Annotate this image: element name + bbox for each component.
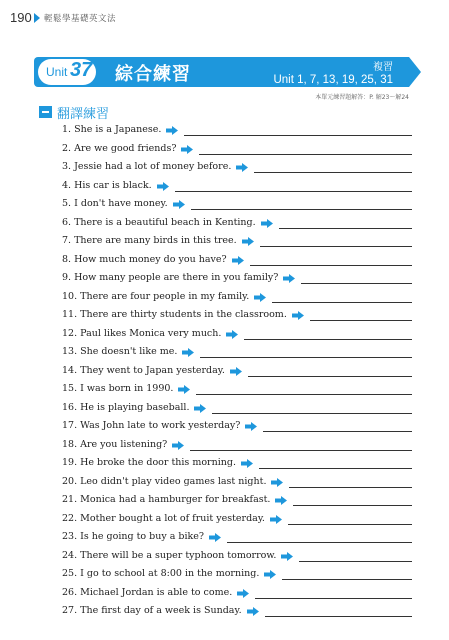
exercise-item <box>62 456 412 470</box>
page-number: 190 <box>10 10 32 25</box>
exercise-item <box>62 216 412 230</box>
right-arrow-icon <box>281 549 293 563</box>
exercise-item <box>62 604 412 618</box>
exercise-sentence: 5. I don't have money. <box>62 198 168 209</box>
exercise-item <box>62 475 412 489</box>
exercise-sentence: 25. I go to school at 8:00 in the morning. <box>62 568 260 579</box>
exercise-sentence: 23. Is he going to buy a bike? <box>62 531 205 542</box>
exercise-sentence: 15. I was born in 1990. <box>62 383 174 394</box>
answer-blank[interactable] <box>289 487 412 488</box>
exercise-item <box>62 179 412 193</box>
exercise-sentence: 8. How much money do you have? <box>62 253 227 265</box>
review-label: 複習 <box>373 62 393 73</box>
right-arrow-icon <box>209 530 221 544</box>
section-minus-icon <box>39 106 52 118</box>
right-arrow-icon <box>264 567 276 581</box>
right-arrow-icon <box>182 345 194 359</box>
right-arrow-icon <box>178 382 190 396</box>
answer-blank[interactable] <box>310 320 412 321</box>
right-arrow-icon <box>230 364 242 378</box>
unit-label: Unit <box>46 65 68 79</box>
exercise-sentence: 1. She is a Japanese. <box>62 124 162 135</box>
exercise-sentence: 17. Was John late to work yesterday? <box>62 420 241 431</box>
exercise-item <box>62 567 412 581</box>
right-arrow-icon <box>270 512 282 526</box>
exercise-sentence: 26. Michael Jordan is able to come. <box>62 586 233 598</box>
answer-blank[interactable] <box>299 561 412 562</box>
exercise-item <box>62 197 412 211</box>
exercise-item <box>62 530 412 544</box>
exercise-sentence: 3. Jessie had a lot of money before. <box>62 161 232 172</box>
exercise-item <box>62 364 412 378</box>
exercise-sentence: 2. Are we good friends? <box>62 142 177 154</box>
answer-blank[interactable] <box>196 394 412 395</box>
exercise-sentence: 20. Leo didn't play video games last night. <box>62 475 267 487</box>
answer-blank[interactable] <box>250 265 412 266</box>
exercise-sentence: 4. His car is black. <box>62 179 152 191</box>
exercise-sentence: 21. Monica had a hamburger for breakfast. <box>62 494 271 505</box>
exercise-item <box>62 290 412 304</box>
answer-blank[interactable] <box>227 542 412 543</box>
answer-blank[interactable] <box>293 505 412 506</box>
exercise-item <box>62 271 412 285</box>
answer-blank[interactable] <box>272 302 412 303</box>
right-arrow-icon <box>275 493 287 507</box>
exercise-item <box>62 345 412 359</box>
exercise-item <box>62 308 412 322</box>
exercise-item <box>62 253 412 267</box>
exercise-item <box>62 401 412 415</box>
answer-blank[interactable] <box>175 191 412 192</box>
exercise-sentence: 19. He broke the door this morning. <box>62 457 236 468</box>
answer-blank[interactable] <box>200 357 412 358</box>
right-arrow-icon <box>172 438 184 452</box>
right-arrow-icon <box>292 308 304 322</box>
right-arrow-icon <box>261 216 273 230</box>
right-arrow-icon <box>245 419 257 433</box>
exercise-sentence: 14. They went to Japan yesterday. <box>62 364 225 376</box>
right-arrow-icon <box>271 475 283 489</box>
exercise-sentence: 24. There will be a super typhoon tomorrow. <box>62 549 277 561</box>
answer-blank[interactable] <box>190 450 412 451</box>
right-arrow-icon <box>166 123 178 137</box>
exercise-sentence: 16. He is playing baseball. <box>62 401 190 413</box>
exercise-item <box>62 160 412 174</box>
review-units: Unit 1, 7, 13, 19, 25, 31 <box>273 74 393 86</box>
answer-blank[interactable] <box>244 339 412 340</box>
right-arrow-icon <box>181 142 193 156</box>
exercise-sentence: 7. There are many birds in this tree. <box>62 235 237 246</box>
right-arrow-icon <box>226 327 238 341</box>
section-title: 翻譯練習 <box>57 107 110 122</box>
right-arrow-icon <box>242 234 254 248</box>
right-arrow-icon <box>194 401 206 415</box>
chevron-right-icon <box>34 13 40 23</box>
exercise-item <box>62 142 412 156</box>
unit-number: 37 <box>70 59 93 81</box>
exercise-item <box>62 493 412 507</box>
exercise-sentence: 18. Are you listening? <box>62 438 168 450</box>
answer-blank[interactable] <box>288 524 412 525</box>
exercise-item <box>62 382 412 396</box>
answer-blank[interactable] <box>279 228 412 229</box>
right-arrow-icon <box>237 586 249 600</box>
exercise-sentence: 6. There is a beautiful beach in Kenting. <box>62 216 256 228</box>
answer-blank[interactable] <box>263 431 412 432</box>
answer-blank[interactable] <box>255 598 412 599</box>
exercise-sentence: 10. There are four people in my family. <box>62 290 250 302</box>
exercise-item <box>62 327 412 341</box>
exercise-item <box>62 549 412 563</box>
exercise-item <box>62 419 412 433</box>
answer-blank[interactable] <box>184 135 412 136</box>
right-arrow-icon <box>173 197 185 211</box>
exercise-item <box>62 512 412 526</box>
right-arrow-icon <box>283 271 295 285</box>
right-arrow-icon <box>157 179 169 193</box>
exercise-item <box>62 234 412 248</box>
right-arrow-icon <box>247 604 259 618</box>
answer-blank[interactable] <box>191 209 412 210</box>
exercise-item <box>62 586 412 600</box>
answer-blank[interactable] <box>199 154 412 155</box>
answer-blank[interactable] <box>301 283 412 284</box>
answer-blank[interactable] <box>248 376 412 377</box>
exercise-sentence: 12. Paul likes Monica very much. <box>62 327 222 339</box>
book-title: 輕鬆學基礎英文法 <box>44 14 117 24</box>
right-arrow-icon <box>254 290 266 304</box>
unit-badge <box>38 59 96 85</box>
right-arrow-icon <box>236 160 248 174</box>
answer-blank[interactable] <box>259 468 412 469</box>
right-arrow-icon <box>232 253 244 267</box>
answer-blank[interactable] <box>265 616 412 617</box>
exercise-item <box>62 123 412 137</box>
exercise-sentence: 11. There are thirty students in the classroom. <box>62 309 287 320</box>
answer-blank[interactable] <box>212 413 412 414</box>
exercise-sentence: 27. The first day of a week is Sunday. <box>62 605 242 616</box>
review-info <box>273 58 393 86</box>
answer-reference: 本單元練習題解答：P. 解23～解24 <box>315 94 409 101</box>
unit-title: 綜合練習 <box>115 64 191 85</box>
answer-blank[interactable] <box>260 246 412 247</box>
answer-blank[interactable] <box>282 579 412 580</box>
exercise-sentence: 22. Mother bought a lot of fruit yesterday. <box>62 512 265 524</box>
exercise-sentence: 13. She doesn't like me. <box>62 346 178 357</box>
answer-blank[interactable] <box>254 172 412 173</box>
exercise-item <box>62 438 412 452</box>
right-arrow-icon <box>241 456 253 470</box>
exercise-sentence: 9. How many people are there in you family? <box>62 272 279 283</box>
